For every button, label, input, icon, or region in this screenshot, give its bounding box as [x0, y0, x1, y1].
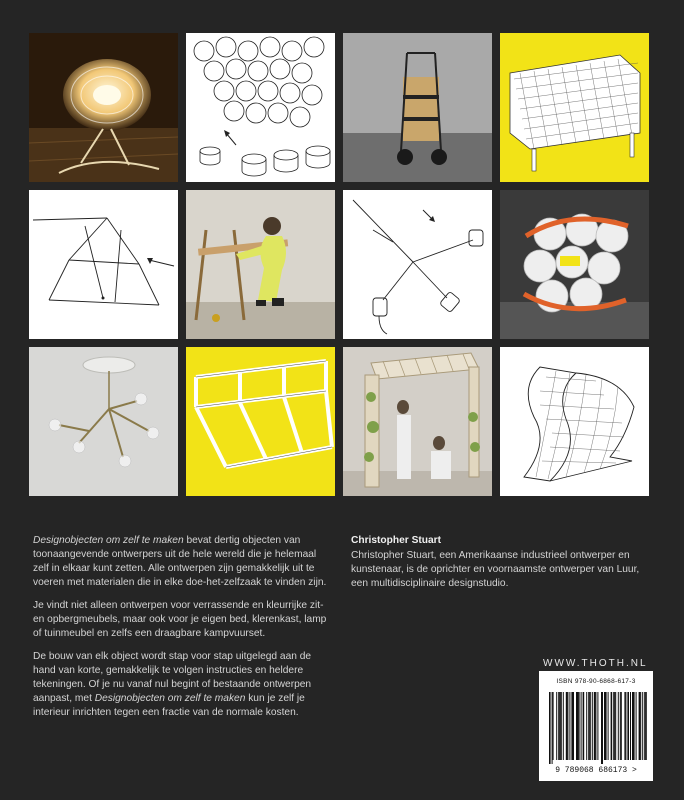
- description-paragraph-2: Je vindt niet alleen ontwerpen voor verrassende en kleurrijke zit- en opbergmeubels, maar ook voor je eigen bed, klerenkast, lamp of tuinmeubel en zelfs een draagbare kampvuurset.: [33, 600, 327, 639]
- lounge-chair-drawing: [500, 347, 649, 496]
- lamp-photo: [29, 33, 178, 182]
- description-text: kun je zelf je interieur inrichten tegen een fractie van de normale kosten.: [33, 693, 305, 718]
- bench-yellow-drawing: [500, 33, 649, 182]
- handtruck-photo: [343, 33, 492, 182]
- photo-grid: [29, 33, 649, 493]
- barcode-panel: [539, 671, 653, 781]
- barcode: [545, 690, 647, 774]
- pergola-photo: [343, 347, 492, 496]
- pipe-frame-yellow-drawing: [186, 347, 335, 496]
- book-title-emphasis: Designobjecten om zelf te maken: [33, 535, 184, 546]
- tent-diagram: [29, 190, 178, 339]
- tube-shelf-photo: [500, 190, 649, 339]
- book-description: [33, 534, 333, 729]
- barcode-digits: 9 789068 686173 >: [555, 766, 637, 774]
- book-title-emphasis: Designobjecten om zelf te maken: [94, 693, 246, 704]
- author-bio: Christopher Stuart, een Amerikaanse industrieel ontwerper en kunstenaar, is de oprichter en voornaamste ontwerper van Luur, een multidisciplinaire designstudio.: [351, 550, 640, 589]
- description-text: De bouw van elk object wordt stap voor stap uitgelegd aan de hand van korte, gemakkelijk te volgen instructies en heldere tekeningen. Of je nu vanaf nul begint of bestaande ontwerpen aanpast, met: [33, 651, 312, 704]
- author-name: Christopher Stuart: [351, 535, 441, 546]
- description-paragraph-1: [33, 534, 333, 590]
- chandelier-diagram: [343, 190, 492, 339]
- ceiling-lamp-photo: [29, 347, 178, 496]
- description-paragraph-3: [33, 650, 333, 720]
- author-section: [351, 534, 651, 591]
- description-text: bevat dertig objecten van toonaangevende ontwerpers uit de hele wereld die je helemaal zelf in elkaar kunt zetten. Alle ontwerpen zijn gemakkelijk uit te voeren met materialen die in elke doe-het-zelfzaak te vinden zijn.: [33, 535, 327, 588]
- isbn-text: ISBN 978-90-6868-617-3: [556, 678, 636, 685]
- tube-diagram: [186, 33, 335, 182]
- publisher-website: WWW.THOTH.NL: [543, 658, 648, 669]
- worker-desk-photo: [186, 190, 335, 339]
